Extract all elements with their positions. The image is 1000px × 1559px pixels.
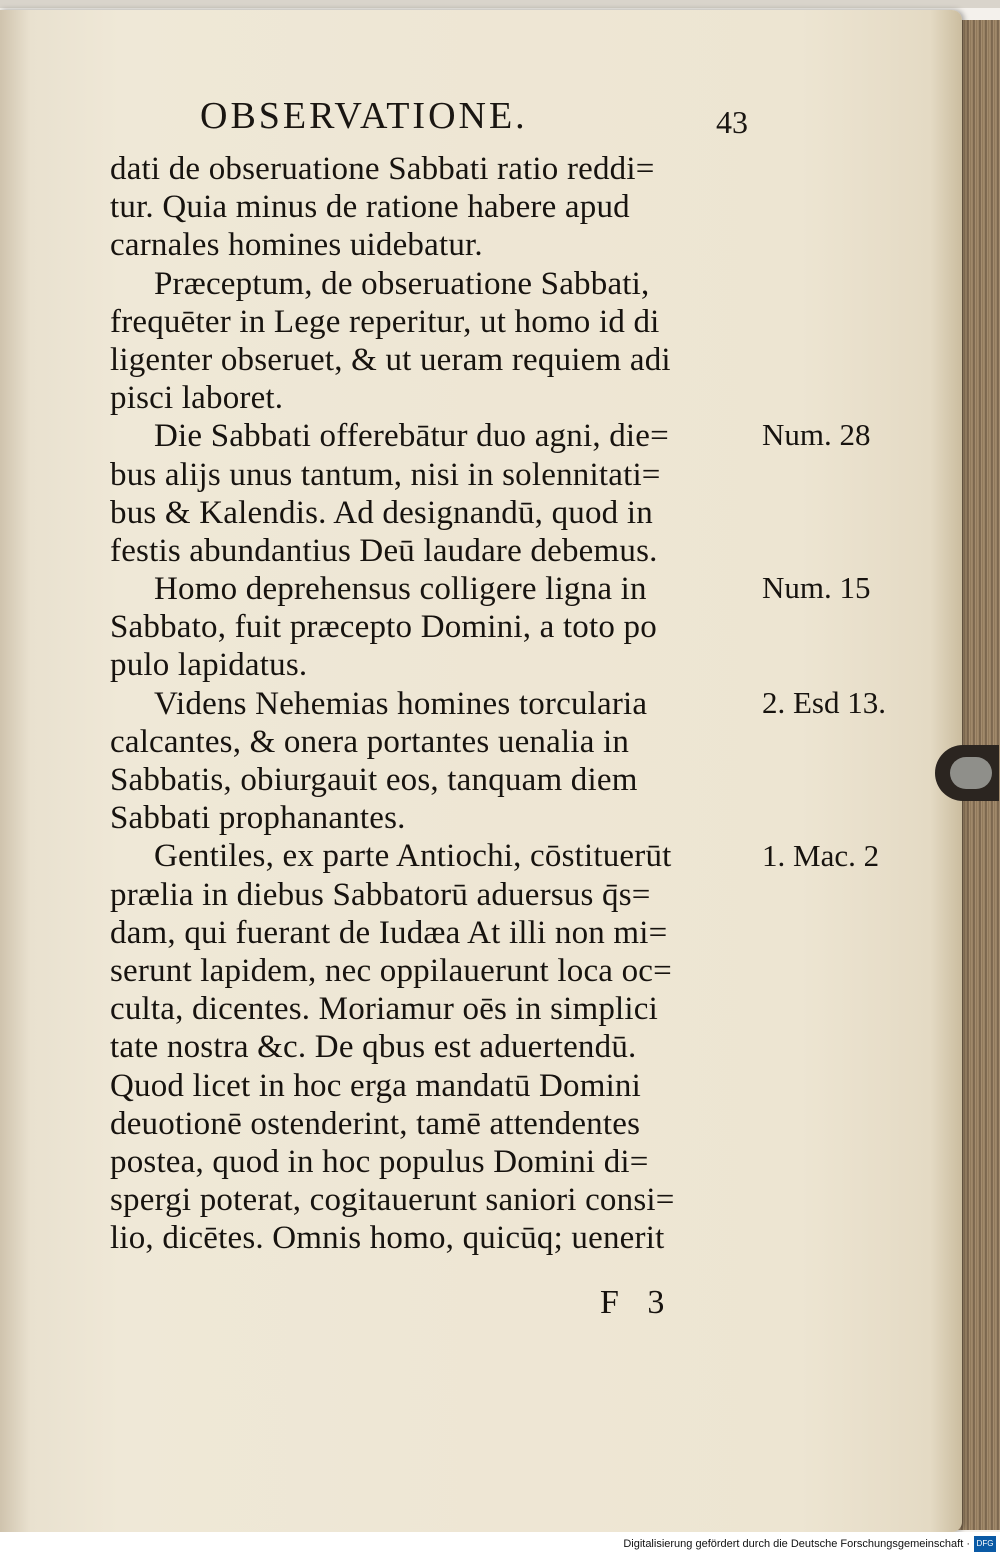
signature-mark: F 3: [600, 1284, 675, 1321]
text-line: ligenter obseruet, & ut ueram requiem adi: [110, 341, 671, 378]
page-number: 43: [716, 104, 748, 140]
text-line: lio, dicētes. Omnis homo, quicūq; uenerit: [110, 1220, 665, 1257]
text-line: carnales homines uidebatur.: [110, 227, 483, 264]
text-line: Præceptum, de obseruatione Sabbati,: [154, 265, 650, 302]
text-line: serunt lapidem, nec oppilauerunt loca oc=: [110, 952, 672, 989]
text-line: Videns Nehemias homines torcularia: [154, 685, 648, 722]
book-clasp-metal: [950, 757, 992, 789]
body-text: [110, 150, 760, 1257]
text-line: deuotionē ostenderint, tamē attendentes: [110, 1105, 641, 1142]
text-line: Quod licet in hoc erga mandatū Domini: [110, 1067, 642, 1104]
text-line: festis abundantius Deū laudare debemus.: [110, 532, 658, 569]
running-head: OBSERVATIONE.: [200, 95, 528, 137]
text-line: Sabbatis, obiurgauit eos, tanquam diem: [110, 762, 638, 798]
margin-reference: Num. 15: [762, 570, 871, 606]
margin-reference: 2. Esd 13.: [762, 684, 886, 720]
dfg-logo-icon: DFG: [974, 1536, 996, 1552]
text-line: Sabbato, fuit præcepto Domini, a toto po: [110, 609, 657, 646]
text-line: postea, quod in hoc populus Domini di=: [110, 1143, 649, 1180]
text-line: bus alijs unus tantum, nisi in solennitati=: [110, 456, 661, 493]
text-line: bus & Kalendis. Ad designandū, quod in: [110, 494, 653, 531]
text-line: pulo lapidatus.: [110, 647, 308, 684]
margin-reference: 1. Mac. 2: [762, 837, 880, 873]
text-line: prælia in diebus Sabbatorū aduersus q̄s=: [110, 876, 651, 913]
text-line: Homo deprehensus colligere ligna in: [154, 571, 647, 608]
text-line: frequēter in Lege reperitur, ut homo id di: [110, 303, 660, 340]
scan-top-edge: [0, 0, 1000, 8]
text-line: dam, qui fuerant de Iudæa At illi non mi=: [110, 914, 668, 951]
text-line: calcantes, & onera portantes uenalia in: [110, 723, 630, 760]
text-line: dati de obseruatione Sabbati ratio reddi=: [110, 151, 655, 187]
text-line: tur. Quia minus de ratione habere apud: [110, 189, 630, 226]
text-line: Gentiles, ex parte Antiochi, cōstituerūt: [154, 838, 672, 875]
text-line: culta, dicentes. Moriamur oēs in simplici: [110, 991, 658, 1028]
text-line: spergi poterat, cogitauerunt saniori consi=: [110, 1182, 675, 1219]
text-line: Sabbati prophanantes.: [110, 800, 406, 837]
text-line: tate nostra &c. De qbus est aduertendū.: [110, 1029, 637, 1066]
text-line: pisci laboret.: [110, 380, 284, 417]
margin-reference: Num. 28: [762, 417, 871, 453]
footer-credit: Digitalisierung gefördert durch die Deutsche Forschungsgemeinschaft ·: [623, 1538, 970, 1550]
text-line: Die Sabbati offerebātur duo agni, die=: [154, 418, 669, 455]
